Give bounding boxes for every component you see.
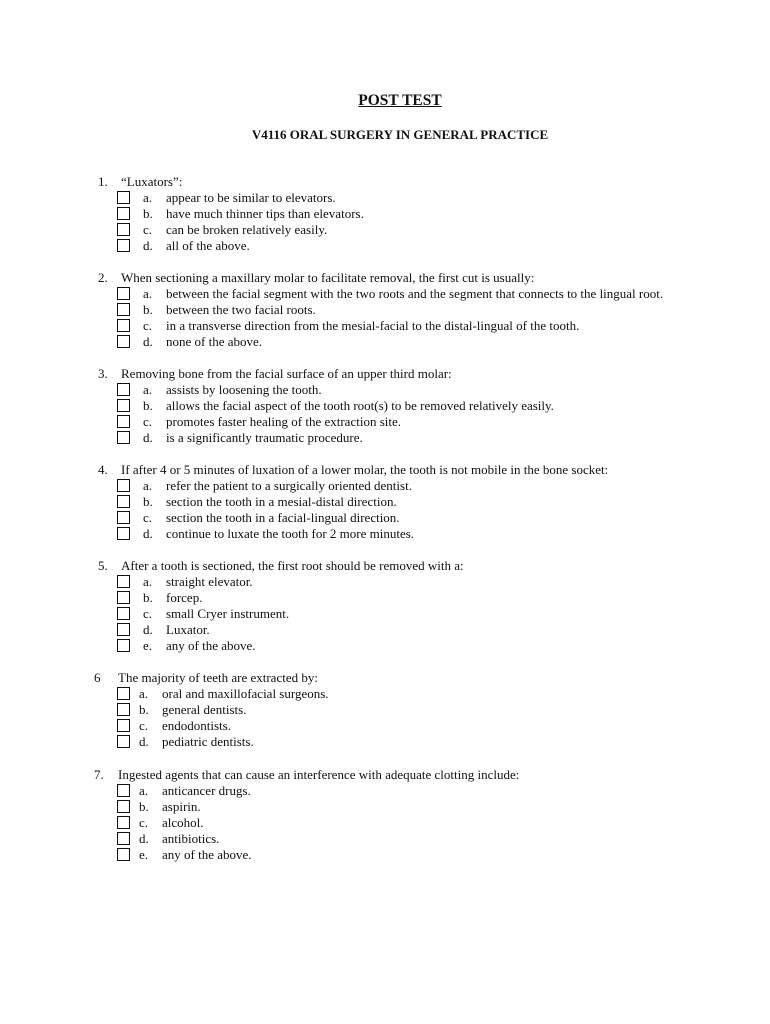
option-letter: c. xyxy=(143,222,153,237)
answer-checkbox[interactable] xyxy=(117,495,130,508)
option-letter: a. xyxy=(139,686,149,701)
option-letter: d. xyxy=(143,526,153,541)
option-letter: c. xyxy=(139,718,149,733)
answer-checkbox[interactable] xyxy=(117,687,130,700)
option-letter: d. xyxy=(139,734,149,749)
answer-option xyxy=(0,847,770,863)
answer-option xyxy=(0,382,770,398)
answer-checkbox[interactable] xyxy=(117,607,130,620)
option-letter: d. xyxy=(143,238,153,253)
answer-checkbox[interactable] xyxy=(117,431,130,444)
option-text: section the tooth in a mesial-distal direction. xyxy=(166,494,397,509)
answer-checkbox[interactable] xyxy=(117,527,130,540)
answer-option xyxy=(0,334,770,350)
option-letter: c. xyxy=(139,815,149,830)
answer-option xyxy=(0,815,770,831)
question-text: The majority of teeth are extracted by: xyxy=(118,670,318,685)
page-title: POST TEST xyxy=(358,92,442,109)
question-text: After a tooth is sectioned, the first root should be removed with a: xyxy=(121,558,464,573)
answer-option xyxy=(0,718,770,734)
answer-checkbox[interactable] xyxy=(117,575,130,588)
answer-checkbox[interactable] xyxy=(117,848,130,861)
option-text: antibiotics. xyxy=(162,831,220,846)
question-text: Removing bone from the facial surface of an upper third molar: xyxy=(121,366,452,381)
answer-option xyxy=(0,318,770,334)
option-text: pediatric dentists. xyxy=(162,734,254,749)
answer-checkbox[interactable] xyxy=(117,639,130,652)
question-number: 5. xyxy=(98,558,108,573)
answer-option xyxy=(0,238,770,254)
option-letter: a. xyxy=(143,286,153,301)
answer-option xyxy=(0,206,770,222)
question-number: 1. xyxy=(98,174,108,189)
option-text: alcohol. xyxy=(162,815,204,830)
option-letter: a. xyxy=(143,574,153,589)
answer-checkbox[interactable] xyxy=(117,415,130,428)
answer-option xyxy=(0,799,770,815)
question-2 xyxy=(0,270,770,350)
question-text: Ingested agents that can cause an interference with adequate clotting include: xyxy=(118,767,520,782)
answer-checkbox[interactable] xyxy=(117,319,130,332)
answer-checkbox[interactable] xyxy=(117,207,130,220)
question-stem xyxy=(0,670,770,686)
answer-checkbox[interactable] xyxy=(117,511,130,524)
option-letter: e. xyxy=(143,638,153,653)
option-letter: d. xyxy=(143,334,153,349)
option-letter: b. xyxy=(143,590,153,605)
answer-checkbox[interactable] xyxy=(117,832,130,845)
answer-option xyxy=(0,831,770,847)
question-5 xyxy=(0,558,770,654)
option-letter: c. xyxy=(143,606,153,621)
answer-option xyxy=(0,526,770,542)
question-6 xyxy=(0,670,770,750)
question-stem xyxy=(0,270,770,286)
question-text: If after 4 or 5 minutes of luxation of a lower molar, the tooth is not mobile in the bone socket: xyxy=(121,462,609,477)
option-letter: a. xyxy=(143,478,153,493)
option-text: between the facial segment with the two roots and the segment that connects to the lingual root. xyxy=(166,286,664,301)
question-3 xyxy=(0,366,770,446)
answer-checkbox[interactable] xyxy=(117,303,130,316)
answer-option xyxy=(0,702,770,718)
question-4 xyxy=(0,462,770,542)
question-number: 3. xyxy=(98,366,108,381)
option-text: all of the above. xyxy=(166,238,250,253)
answer-option xyxy=(0,606,770,622)
answer-checkbox[interactable] xyxy=(117,800,130,813)
answer-option xyxy=(0,686,770,702)
option-letter: c. xyxy=(143,414,153,429)
option-text: assists by loosening the tooth. xyxy=(166,382,322,397)
option-text: anticancer drugs. xyxy=(162,783,251,798)
option-text: continue to luxate the tooth for 2 more minutes. xyxy=(166,526,415,541)
answer-checkbox[interactable] xyxy=(117,719,130,732)
answer-option xyxy=(0,286,770,302)
option-text: none of the above. xyxy=(166,334,263,349)
answer-checkbox[interactable] xyxy=(117,399,130,412)
option-text: oral and maxillofacial surgeons. xyxy=(162,686,329,701)
answer-checkbox[interactable] xyxy=(117,591,130,604)
option-letter: d. xyxy=(143,430,153,445)
option-text: straight elevator. xyxy=(166,574,253,589)
question-text: “Luxators”: xyxy=(121,174,183,189)
answer-option xyxy=(0,494,770,510)
answer-option xyxy=(0,478,770,494)
option-letter: c. xyxy=(143,510,153,525)
answer-option xyxy=(0,430,770,446)
answer-option xyxy=(0,302,770,318)
option-letter: a. xyxy=(143,190,153,205)
option-letter: d. xyxy=(143,622,153,637)
answer-checkbox[interactable] xyxy=(117,383,130,396)
option-letter: a. xyxy=(143,382,153,397)
question-number: 6 xyxy=(94,670,101,685)
option-text: general dentists. xyxy=(162,702,247,717)
option-text: small Cryer instrument. xyxy=(166,606,290,621)
question-stem xyxy=(0,366,770,382)
option-text: appear to be similar to elevators. xyxy=(166,190,336,205)
answer-checkbox[interactable] xyxy=(117,223,130,236)
question-text: When sectioning a maxillary molar to facilitate removal, the first cut is usually: xyxy=(121,270,535,285)
option-text: any of the above. xyxy=(162,847,252,862)
option-text: allows the facial aspect of the tooth root(s) to be removed relatively easily. xyxy=(166,398,554,413)
answer-option xyxy=(0,398,770,414)
answer-checkbox[interactable] xyxy=(117,623,130,636)
question-stem xyxy=(0,174,770,190)
option-text: is a significantly traumatic procedure. xyxy=(166,430,363,445)
option-text: in a transverse direction from the mesial-facial to the distal-lingual of the tooth. xyxy=(166,318,580,333)
answer-checkbox[interactable] xyxy=(117,703,130,716)
option-text: refer the patient to a surgically oriented dentist. xyxy=(166,478,412,493)
option-letter: a. xyxy=(139,783,149,798)
option-letter: b. xyxy=(143,302,153,317)
answer-option xyxy=(0,734,770,750)
option-text: can be broken relatively easily. xyxy=(166,222,328,237)
answer-option xyxy=(0,574,770,590)
answer-option xyxy=(0,222,770,238)
answer-option xyxy=(0,190,770,206)
answer-option xyxy=(0,414,770,430)
answer-option xyxy=(0,590,770,606)
question-number: 7. xyxy=(94,767,104,782)
question-number: 2. xyxy=(98,270,108,285)
answer-checkbox[interactable] xyxy=(117,287,130,300)
option-letter: b. xyxy=(139,702,149,717)
question-stem xyxy=(0,767,770,783)
course-subtitle: V4116 ORAL SURGERY IN GENERAL PRACTICE xyxy=(251,127,549,142)
answer-checkbox[interactable] xyxy=(117,335,130,348)
option-text: section the tooth in a facial-lingual direction. xyxy=(166,510,400,525)
question-stem xyxy=(0,462,770,478)
option-letter: e. xyxy=(139,847,149,862)
question-7 xyxy=(0,767,770,863)
option-text: any of the above. xyxy=(166,638,256,653)
option-text: aspirin. xyxy=(162,799,201,814)
answer-option xyxy=(0,783,770,799)
question-1 xyxy=(0,174,770,254)
question-number: 4. xyxy=(98,462,108,477)
answer-checkbox[interactable] xyxy=(117,784,130,797)
answer-checkbox[interactable] xyxy=(117,735,130,748)
option-letter: b. xyxy=(143,206,153,221)
answer-checkbox[interactable] xyxy=(117,239,130,252)
answer-option xyxy=(0,510,770,526)
option-letter: b. xyxy=(139,799,149,814)
option-letter: c. xyxy=(143,318,153,333)
answer-checkbox[interactable] xyxy=(117,816,130,829)
answer-checkbox[interactable] xyxy=(117,191,130,204)
answer-checkbox[interactable] xyxy=(117,479,130,492)
option-text: between the two facial roots. xyxy=(166,302,316,317)
option-text: have much thinner tips than elevators. xyxy=(166,206,364,221)
answer-option xyxy=(0,638,770,654)
option-text: Luxator. xyxy=(166,622,210,637)
answer-option xyxy=(0,622,770,638)
option-letter: d. xyxy=(139,831,149,846)
option-text: forcep. xyxy=(166,590,203,605)
question-stem xyxy=(0,558,770,574)
option-text: promotes faster healing of the extraction site. xyxy=(166,414,402,429)
option-text: endodontists. xyxy=(162,718,231,733)
option-letter: b. xyxy=(143,398,153,413)
option-letter: b. xyxy=(143,494,153,509)
